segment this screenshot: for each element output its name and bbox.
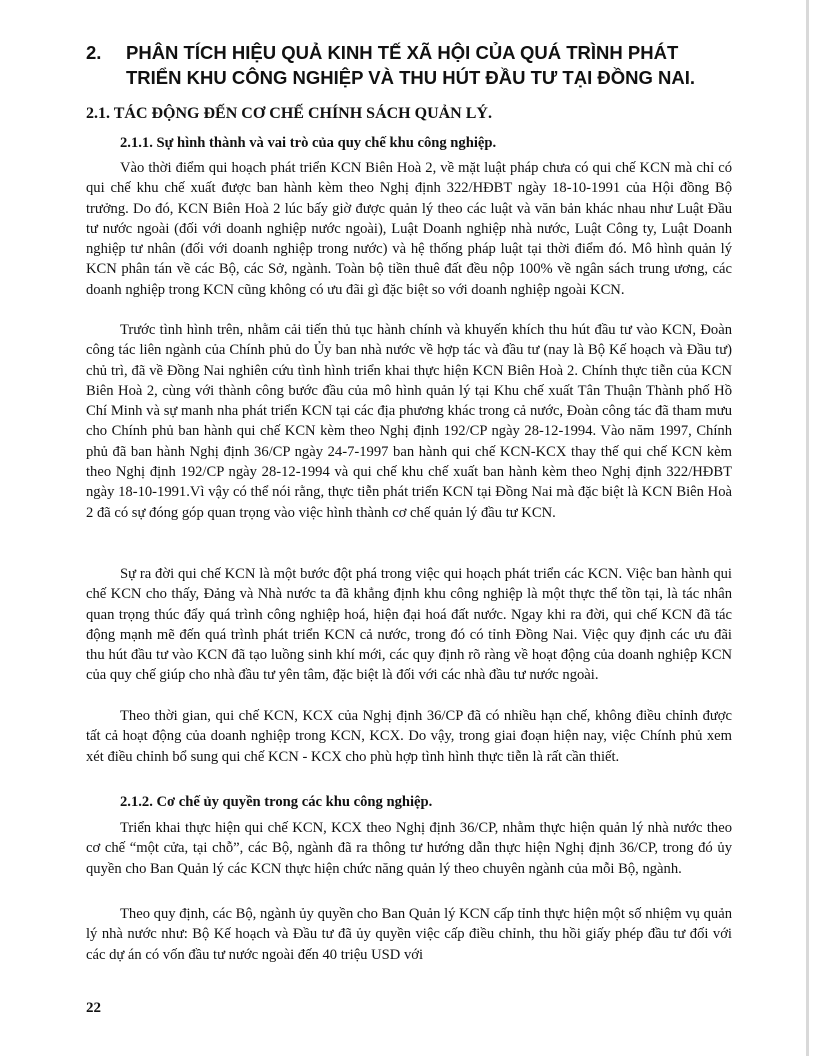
heading-text: PHÂN TÍCH HIỆU QUẢ KINH TẾ XÃ HỘI CỦA QUÁ TRÌNH PHÁT TRIỂN KHU CÔNG NGHIỆP VÀ THU HÚT ĐẦU TƯ TẠI ĐỒNG NAI.: [126, 42, 695, 88]
paragraph-3: Sự ra đời qui chế KCN là một bước đột phá trong việc qui hoạch phát triển các KCN. Việc ban hành qui chế KCN cho thấy, Đảng và Nhà nước ta đã khẳng định khu công nghiệp là một thực thể tồn tại, là tác nhân quan trọng thúc đẩy quá trình công nghiệp hoá, hiện đại hoá đất nước. Ngay khi ra đời, qui chế KCN đã tác động mạnh mẽ đến quá trình phát triển KCN cả nước, trong đó có tỉnh Đồng Nai. Việc quy định các ưu đãi thu hút đầu tư vào KCN đã tạo luồng sinh khí mới, các quy định rõ ràng về hoạt động của doanh nghiệp KCN của quy chế giúp cho nhà đầu tư yên tâm, đặc biệt là đối với các nhà đầu tư nước ngoài.: [86, 566, 732, 684]
chapter-heading: [86, 40, 726, 90]
heading-number: 2.: [86, 42, 102, 63]
paragraph-5: Triển khai thực hiện qui chế KCN, KCX theo Nghị định 36/CP, nhằm thực hiện quản lý nhà nước theo cơ chế “một cửa, tại chỗ”, các Bộ, ngành đã ra thông tư hướng dẫn thực hiện Nghị định 36/CP, trong đó ủy quyền cho Ban Quản lý các KCN thực hiện chức năng quản lý theo chuyên ngành của mỗi Bộ, ngành.: [86, 820, 732, 877]
page-number: 22: [86, 1000, 101, 1016]
paragraph-4: Theo thời gian, qui chế KCN, KCX của Nghị định 36/CP đã có nhiều hạn chế, không điều chỉnh được tất cả hoạt động của doanh nghiệp trong KCN, KCX. Do vậy, trong giai đoạn hiện nay, việc Chính phủ xem xét điều chỉnh bổ sung qui chế KCN - KCX cho phù hợp tình hình thực tiễn là rất cần thiết.: [86, 708, 732, 765]
section-heading-2-1: 2.1. TÁC ĐỘNG ĐẾN CƠ CHẾ CHÍNH SÁCH QUẢN LÝ.: [86, 105, 492, 122]
subsection-heading-2-1-1: 2.1.1. Sự hình thành và vai trò của quy chế khu công nghiệp.: [120, 135, 497, 151]
paragraph-6: Theo quy định, các Bộ, ngành ủy quyền cho Ban Quản lý KCN cấp tỉnh thực hiện một số nhiệm vụ quản lý nhà nước như: Bộ Kế hoạch và Đầu tư đã ủy quyền việc cấp điều chỉnh, thu hồi giấy phép đầu tư đối với các dự án có vốn đầu tư nước ngoài đến 40 triệu USD với: [86, 906, 732, 963]
subsection-heading-2-1-2: 2.1.2. Cơ chế ủy quyền trong các khu công nghiệp.: [120, 794, 433, 810]
paragraph-1: Vào thời điểm qui hoạch phát triển KCN Biên Hoà 2, về mặt luật pháp chưa có qui chế KCN mà chỉ có qui chế khu chế xuất được ban hành kèm theo Nghị định 322/HĐBT ngày 18-10-1991 của Hội đồng Bộ trưởng. Do đó, KCN Biên Hoà 2 lúc bấy giờ được quản lý theo các luật và văn bản khác nhau như Luật Đầu tư nước ngoài (đối với doanh nghiệp nước ngoài), Luật Doanh nghiệp nhà nước, Luật Công ty, Luật Doanh nghiệp tư nhân (đối với doanh nghiệp trong nước) và hệ thống pháp luật tại thời điểm đó. Mô hình quản lý KCN phân tán về các Bộ, các Sở, ngành. Toàn bộ tiền thuê đất đều nộp 100% về ngân sách trung ương, các doanh nghiệp trong KCN cũng không có ưu đãi gì đặc biệt so với doanh nghiệp ngoài KCN.: [86, 160, 732, 298]
paragraph-2: Trước tình hình trên, nhằm cải tiến thủ tục hành chính và khuyến khích thu hút đầu tư vào KCN, Đoàn công tác liên ngành của Chính phủ do Ủy ban nhà nước về hợp tác và đầu tư (nay là Bộ Kế hoạch và Đầu tư) chủ trì, đã về Đồng Nai nghiên cứu tình hình triển khai thực hiện KCN Biên Hoà 2. Chính thực tiễn của KCN Biên Hoà 2, cùng với thành công bước đầu của mô hình quản lý tại Khu chế xuất Tân Thuận Thành phố Hồ Chí Minh và sự manh nha phát triển KCN tại các địa phương khác trong cả nước, Đoàn công tác đã tham mưu cho Chính phủ ban hành qui chế KCN kèm theo Nghị định 192/CP ngày 28-12-1994. Vào năm 1997, Chính phủ đã ban hành Nghị định 36/CP ngày 24-7-1997 ban hành qui chế KCN-KCX thay thế qui chế KCN kèm theo Nghị định 192/CP ngày 28-12-1994 và qui chế khu chế xuất ban hành kèm theo Nghị định 322/HĐBT ngày 18-10-1991.Vì vậy có thể nói rằng, thực tiễn phát triển KCN tại Đồng Nai mà đặc biệt là KCN Biên Hoà 2 đã có sự đóng góp quan trọng vào việc hình thành cơ chế quản lý đầu tư KCN.: [86, 322, 732, 521]
page-edge-shadow: [806, 0, 809, 1056]
